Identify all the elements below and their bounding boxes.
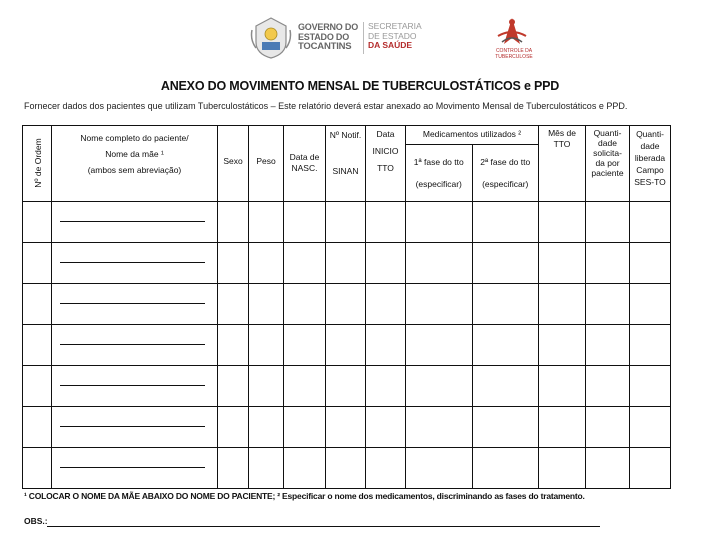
cell-fase2[interactable] (473, 366, 539, 407)
cell-fase1[interactable] (406, 407, 473, 448)
cell-inicio[interactable] (366, 202, 406, 243)
cell-mes[interactable] (539, 202, 586, 243)
cell-fase2[interactable] (473, 448, 539, 489)
cell-liberada[interactable] (630, 284, 671, 325)
header-fase1: 1ª fase do tto (especificar) (413, 157, 464, 189)
header-data-inicio: Data INICIO TTO (366, 126, 406, 202)
obs-input-line[interactable] (47, 526, 600, 527)
header-logos (250, 14, 550, 60)
tocantins-crest-icon (250, 14, 292, 60)
cell-notif[interactable] (326, 448, 366, 489)
table-row (23, 325, 671, 366)
table-row (23, 448, 671, 489)
cell-ordem[interactable] (23, 284, 52, 325)
cell-nome[interactable] (52, 284, 218, 325)
table-row (23, 202, 671, 243)
cell-nome[interactable] (52, 366, 218, 407)
cell-ordem[interactable] (23, 448, 52, 489)
page-subtitle: Fornecer dados dos pacientes que utilizam Tuberculostáticos – Este relatório deverá estar anexado ao Movimento Mensal de Tuberculostáticos e PPD. (24, 101, 628, 111)
header-peso: Peso (249, 126, 284, 202)
cell-mes[interactable] (539, 325, 586, 366)
table-row (23, 284, 671, 325)
cell-inicio[interactable] (366, 407, 406, 448)
cell-fase1[interactable] (406, 202, 473, 243)
cell-fase1[interactable] (406, 366, 473, 407)
cell-solicitada[interactable] (586, 202, 630, 243)
cell-mes[interactable] (539, 407, 586, 448)
cell-peso[interactable] (249, 407, 284, 448)
tb-caption: CONTROLE DA TUBERCULOSE (495, 48, 533, 60)
cell-peso[interactable] (249, 202, 284, 243)
cell-peso[interactable] (249, 284, 284, 325)
cell-sexo[interactable] (218, 366, 249, 407)
cell-peso[interactable] (249, 243, 284, 284)
cell-ordem[interactable] (23, 325, 52, 366)
cell-ordem[interactable] (23, 202, 52, 243)
obs-label: OBS.: (24, 516, 48, 526)
cell-sexo[interactable] (218, 407, 249, 448)
cell-notif[interactable] (326, 407, 366, 448)
cell-sexo[interactable] (218, 284, 249, 325)
cell-liberada[interactable] (630, 448, 671, 489)
cell-fase2[interactable] (473, 325, 539, 366)
cell-fase2[interactable] (473, 202, 539, 243)
patients-table (22, 125, 671, 489)
table-row (23, 243, 671, 284)
header-notif-sinan: Nº Notif. SINAN (326, 126, 366, 202)
cell-solicitada[interactable] (586, 325, 630, 366)
cell-fase1[interactable] (406, 325, 473, 366)
cell-notif[interactable] (326, 284, 366, 325)
cell-ordem[interactable] (23, 243, 52, 284)
header-fase2: 2ª fase do tto (especificar) (472, 145, 539, 201)
cell-notif[interactable] (326, 366, 366, 407)
cell-sexo[interactable] (218, 202, 249, 243)
cell-nome[interactable] (52, 243, 218, 284)
cell-data-nasc[interactable] (284, 407, 326, 448)
cell-sexo[interactable] (218, 325, 249, 366)
cell-ordem[interactable] (23, 407, 52, 448)
header-qtd-solicitada: Quanti- dade solicita- da por paciente (586, 126, 630, 202)
cell-data-nasc[interactable] (284, 243, 326, 284)
cell-peso[interactable] (249, 325, 284, 366)
header-data-nasc: Data de NASC. (284, 126, 326, 202)
cell-ordem[interactable] (23, 366, 52, 407)
cell-liberada[interactable] (630, 243, 671, 284)
cell-fase1[interactable] (406, 284, 473, 325)
cell-nome[interactable] (52, 325, 218, 366)
cell-sexo[interactable] (218, 243, 249, 284)
cell-liberada[interactable] (630, 407, 671, 448)
cell-fase2[interactable] (473, 407, 539, 448)
logo-divider (363, 22, 364, 54)
cell-solicitada[interactable] (586, 407, 630, 448)
cell-data-nasc[interactable] (284, 366, 326, 407)
page-title: ANEXO DO MOVIMENTO MENSAL DE TUBERCULOSTÁTICOS e PPD (160, 79, 560, 93)
cell-inicio[interactable] (366, 325, 406, 366)
cell-fase2[interactable] (473, 284, 539, 325)
header-sexo: Sexo (218, 126, 249, 202)
cell-mes[interactable] (539, 284, 586, 325)
cell-peso[interactable] (249, 448, 284, 489)
cell-notif[interactable] (326, 243, 366, 284)
cell-solicitada[interactable] (586, 366, 630, 407)
cell-data-nasc[interactable] (284, 448, 326, 489)
cell-liberada[interactable] (630, 366, 671, 407)
cell-nome[interactable] (52, 448, 218, 489)
cell-notif[interactable] (326, 325, 366, 366)
cell-data-nasc[interactable] (284, 284, 326, 325)
header-mes-tto: Mês de TTO (539, 126, 586, 202)
table-header-row (23, 126, 671, 202)
cell-inicio[interactable] (366, 243, 406, 284)
cell-fase1[interactable] (406, 243, 473, 284)
secretaria-text: SECRETARIA DE ESTADO DA SAÚDE (368, 21, 422, 50)
cell-sexo[interactable] (218, 448, 249, 489)
cell-solicitada[interactable] (586, 284, 630, 325)
cell-liberada[interactable] (630, 202, 671, 243)
header-qtd-liberada: Quanti- dade liberada Campo SES-TO (630, 126, 671, 202)
cell-peso[interactable] (249, 366, 284, 407)
cell-liberada[interactable] (630, 325, 671, 366)
cell-data-nasc[interactable] (284, 202, 326, 243)
cell-mes[interactable] (539, 448, 586, 489)
footnote: ¹ COLOCAR O NOME DA MÃE ABAIXO DO NOME DO PACIENTE; ² Especificar o nome dos medicamentos, discriminando as fases do tratamento. (24, 491, 585, 501)
cell-nome[interactable] (52, 407, 218, 448)
cell-solicitada[interactable] (586, 243, 630, 284)
cell-notif[interactable] (326, 202, 366, 243)
cell-nome[interactable] (52, 202, 218, 243)
cell-inicio[interactable] (366, 284, 406, 325)
cell-inicio[interactable] (366, 366, 406, 407)
header-nome: Nome completo do paciente/ Nome da mãe ¹ (ambos sem abreviação) (52, 126, 218, 202)
header-medicamentos: Medicamentos utilizados ² 1ª fase do tto (especificar) 2ª fase do tto (especificar) (406, 126, 539, 202)
cell-solicitada[interactable] (586, 448, 630, 489)
cell-mes[interactable] (539, 243, 586, 284)
cell-fase2[interactable] (473, 243, 539, 284)
table-row (23, 407, 671, 448)
table-row (23, 366, 671, 407)
cell-data-nasc[interactable] (284, 325, 326, 366)
cell-mes[interactable] (539, 366, 586, 407)
gov-text: GOVERNO DO ESTADO DO TOCANTINS (298, 22, 359, 52)
cell-inicio[interactable] (366, 448, 406, 489)
header-ordem: Nº de Ordem (23, 126, 52, 202)
cell-fase1[interactable] (406, 448, 473, 489)
